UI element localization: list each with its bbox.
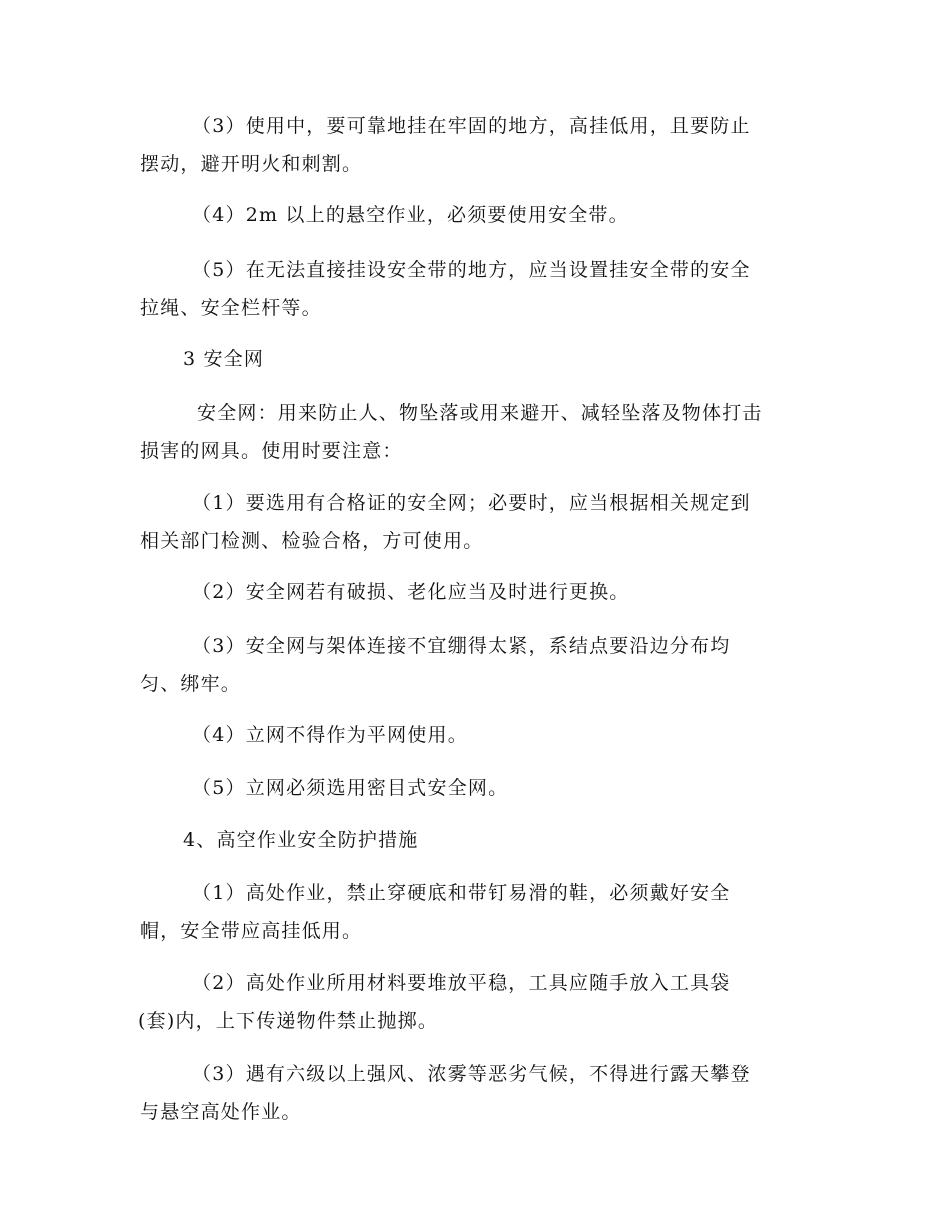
text-line: 安全网：用来防止人、物坠落或用来避开、减轻坠落及物体打击: [197, 402, 763, 424]
text-line: （1）要选用有合格证的安全网；必要时，应当根据相关规定到: [192, 492, 751, 514]
text-line: （3）遇有六级以上强风、浓雾等恶劣气候，不得进行露天攀登: [192, 1063, 751, 1085]
text-line: （1）高处作业，禁止穿硬底和带钉易滑的鞋，必须戴好安全: [192, 882, 731, 904]
text-line: （5）立网必须选用密目式安全网。: [192, 777, 509, 799]
text-line: 匀、绑牢。: [140, 673, 242, 695]
section-heading: 3 安全网: [183, 348, 265, 370]
text-line: 与悬空高处作业。: [140, 1101, 302, 1123]
text-line: 拉绳、安全栏杆等。: [140, 297, 322, 319]
text-line: 相关部门检测、检验合格，方可使用。: [140, 530, 484, 552]
text-line: 损害的网具。使用时要注意：: [140, 440, 403, 462]
text-line: （4）2m 以上的悬空作业，必须要使用安全带。: [192, 204, 629, 226]
text-line: 摆动，避开明火和刺割。: [140, 153, 363, 175]
text-line: （3）安全网与架体连接不宜绷得太紧，系结点要沿边分布均: [192, 635, 731, 657]
text-line: （4）立网不得作为平网使用。: [192, 724, 468, 746]
text-line: (套)内，上下传递物件禁止抛掷。: [138, 1010, 439, 1032]
text-line: （3）使用中，要可靠地挂在牢固的地方，高挂低用，且要防止: [192, 115, 751, 137]
text-line: （2）高处作业所用材料要堆放平稳，工具应随手放入工具袋: [192, 972, 731, 994]
text-line: （2）安全网若有破损、老化应当及时进行更换。: [192, 581, 630, 603]
section-heading: 4、高空作业安全防护措施: [183, 829, 419, 851]
text-line: 帽，安全带应高挂低用。: [140, 920, 363, 942]
text-line: （5）在无法直接挂设安全带的地方，应当设置挂安全带的安全: [192, 259, 751, 281]
